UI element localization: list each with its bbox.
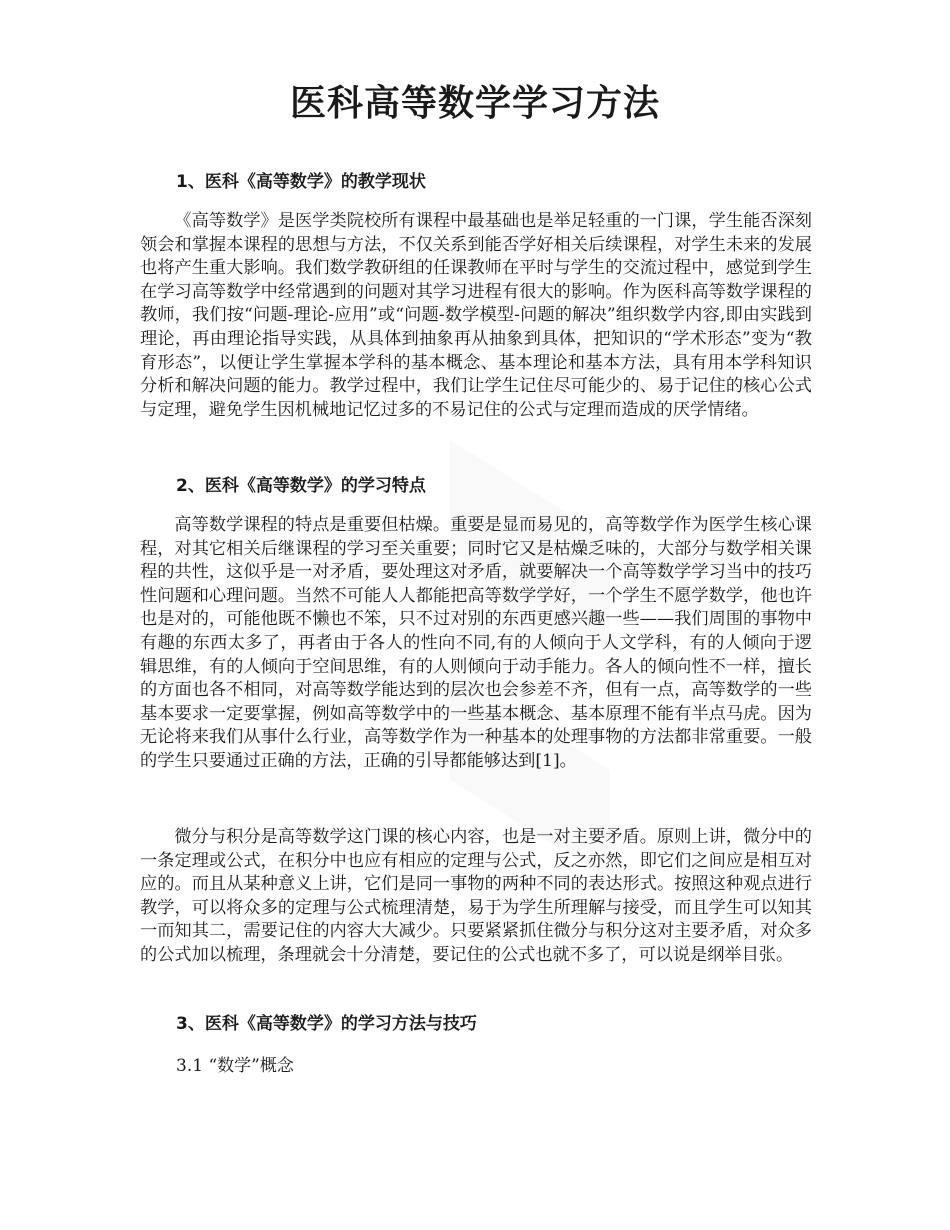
section-2-heading: 2、医科《高等数学》的学习特点	[176, 476, 426, 496]
section-3-heading: 3、医科《高等数学》的学习方法与技巧	[176, 1014, 477, 1034]
section-1-heading: 1、医科《高等数学》的教学现状	[176, 172, 426, 192]
section-2-paragraph-2: 微分与积分是高等数学这门课的核心内容，也是一对主要矛盾。原则上讲，微分中的一条定理或公式，在积分中也应有相应的定理与公式，反之亦然，即它们之间应是相互对应的。而且从某种意义上讲，它们是同一事物的两种不同的表达形式。按照这种观点进行教学，可以将众多的定理与公式梳理清楚，易于为学生所理解与接受，而且学生可以知其一而知其二，需要记住的内容大大减少。只要紧紧抓住微分与积分这对主要矛盾，对众多的公式加以梳理，条理就会十分清楚，要记住的公式也就不多了，可以说是纲举目张。	[140, 827, 812, 965]
section-3-1-subheading: 3.1 “数学”概念	[176, 1056, 294, 1076]
document-title: 医科高等数学学习方法	[289, 83, 660, 124]
section-2-paragraph-1: 高等数学课程的特点是重要但枯燥。重要是显而易见的，高等数学作为医学生核心课程，对其它相关后继课程的学习至关重要；同时它又是枯燥乏味的，大部分与数学相关课程的共性，这似乎是一对矛盾，要处理这对矛盾，就要解决一个高等数学学习当中的技巧性问题和心理问题。当然不可能人人都能把高等数学学好，一个学生不愿学数学，他也许也是对的，可能他既不懒也不笨，只不过对别的东西更感兴趣一些——我们周围的事物中有趣的东西太多了，再者由于各人的性向不同,有的人倾向于人文学科，有的人倾向于逻辑思维，有的人倾向于空间思维，有的人则倾向于动手能力。各人的倾向性不一样，擅长的方面也各不相同，对高等数学能达到的层次也会参差不齐，但有一点，高等数学的一些基本要求一定要掌握，例如高等数学中的一些基本概念、基本原理不能有半点马虎。因为无论将来我们从事什么行业，高等数学作为一种基本的处理事物的方法都非常重要。一般的学生只要通过正确的方法，正确的引导都能够达到[1]。	[140, 515, 812, 771]
section-1-paragraph-1: 《高等数学》是医学类院校所有课程中最基础也是举足轻重的一门课，学生能否深刻领会和掌握本课程的思想与方法，不仅关系到能否学好相关后续课程，对学生未来的发展也将产生重大影响。我们数学教研组的任课教师在平时与学生的交流过程中，感觉到学生在学习高等数学中经常遇到的问题对其学习进程有很大的影响。作为医科高等数学课程的教师，我们按“问题-理论-应用”或“问题-数学模型-问题的解决”组织数学内容,即由实践到理论，再由理论指导实践，从具体到抽象再从抽象到具体，把知识的“学术形态”变为“教育形态”，以便让学生掌握本学科的基本概念、基本理论和基本方法，具有用本学科知识分析和解决问题的能力。教学过程中，我们让学生记住尽可能少的、易于记住的核心公式与定理，避免学生因机械地记忆过多的不易记住的公式与定理而造成的厌学情绪。	[140, 211, 812, 420]
